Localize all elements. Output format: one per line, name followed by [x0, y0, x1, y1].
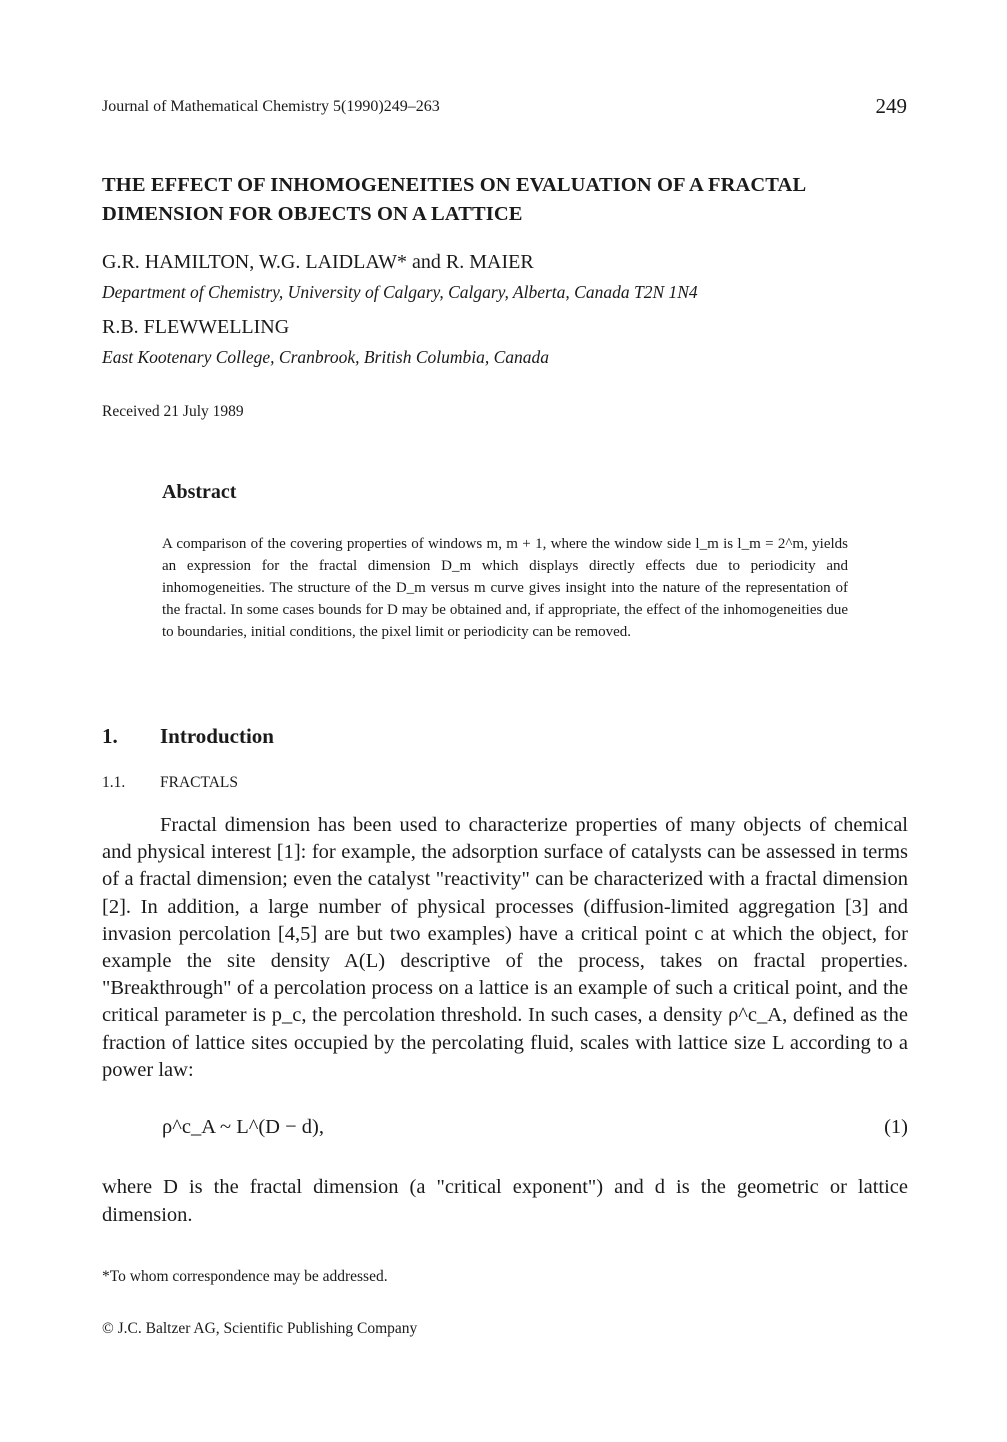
copyright-notice: © J.C. Baltzer AG, Scientific Publishing Company [102, 1320, 418, 1337]
author-names-1: G.R. HAMILTON, W.G. LAIDLAW* and R. MAIER [102, 251, 534, 273]
abstract-heading: Abstract [162, 481, 237, 503]
paragraph-text: Fractal dimension has been used to characterize properties of many objects of chemical and physical interest [1]: for example, the adsorption surface of catalysts can be assessed in terms of a fractal dimension; even the catalyst "reactivity" can be characterized with a fractal dimension [2]. In addition, a large number of physical processes (diffusion-limited aggregation [3] and invasion percolation [4,5] are but two examples) have a critical point c at which the object, for example the site density A(L) descriptive of the process, takes on fractal properties. "Breakthrough" of a percolation process on a lattice is an example of such a critical point, and the critical parameter is p_c, the percolation threshold. In such cases, a density ρ^c_A, defined as the fraction of lattice sites occupied by the percolating fluid, scales with lattice size L according to a power law: [102, 814, 908, 1081]
subsection-number: 1.1. [102, 774, 126, 791]
equation-1 [162, 1116, 908, 1139]
subsection-heading [102, 774, 238, 792]
paper-title: THE EFFECT OF INHOMOGENEITIES ON EVALUATION OF A FRACTAL DIMENSION FOR OBJECTS ON A LATTICE [102, 174, 806, 225]
subsection-title: FRACTALS [160, 774, 238, 791]
journal-citation: Journal of Mathematical Chemistry 5(1990)249–263 [102, 98, 440, 115]
section-number: 1. [102, 724, 118, 748]
equation-expression: ρ^c_A ~ L^(D − d), [162, 1116, 324, 1138]
section-title: Introduction [160, 724, 274, 748]
abstract-text: A comparison of the covering properties of windows m, m + 1, where the window side l_m is l_m = 2^m, yields an expression for the fractal dimension D_m which displays directly effects due to periodicity and inhomogeneities. The structure of the D_m versus m curve gives insight into the nature of the representation of the fractal. In some cases bounds for D may be obtained and, if appropriate, the effect of the inhomogeneities due to boundaries, initial conditions, the pixel limit or periodicity can be removed. [162, 536, 848, 640]
page-number: 249 [875, 94, 907, 118]
body-paragraph-1 [102, 812, 908, 1084]
author-affiliation-2: East Kootenary College, Cranbrook, British Columbia, Canada [102, 347, 550, 367]
author-names-2: R.B. FLEWWELLING [102, 316, 290, 338]
section-heading [102, 724, 274, 749]
received-date: Received 21 July 1989 [102, 403, 244, 420]
author-affiliation-1: Department of Chemistry, University of Calgary, Calgary, Alberta, Canada T2N 1N4 [102, 282, 698, 302]
body-paragraph-2: where D is the fractal dimension (a "critical exponent") and d is the geometric or lattice dimension. [102, 1176, 908, 1226]
footnote: *To whom correspondence may be addressed. [102, 1268, 388, 1285]
equation-label: (1) [884, 1116, 908, 1138]
